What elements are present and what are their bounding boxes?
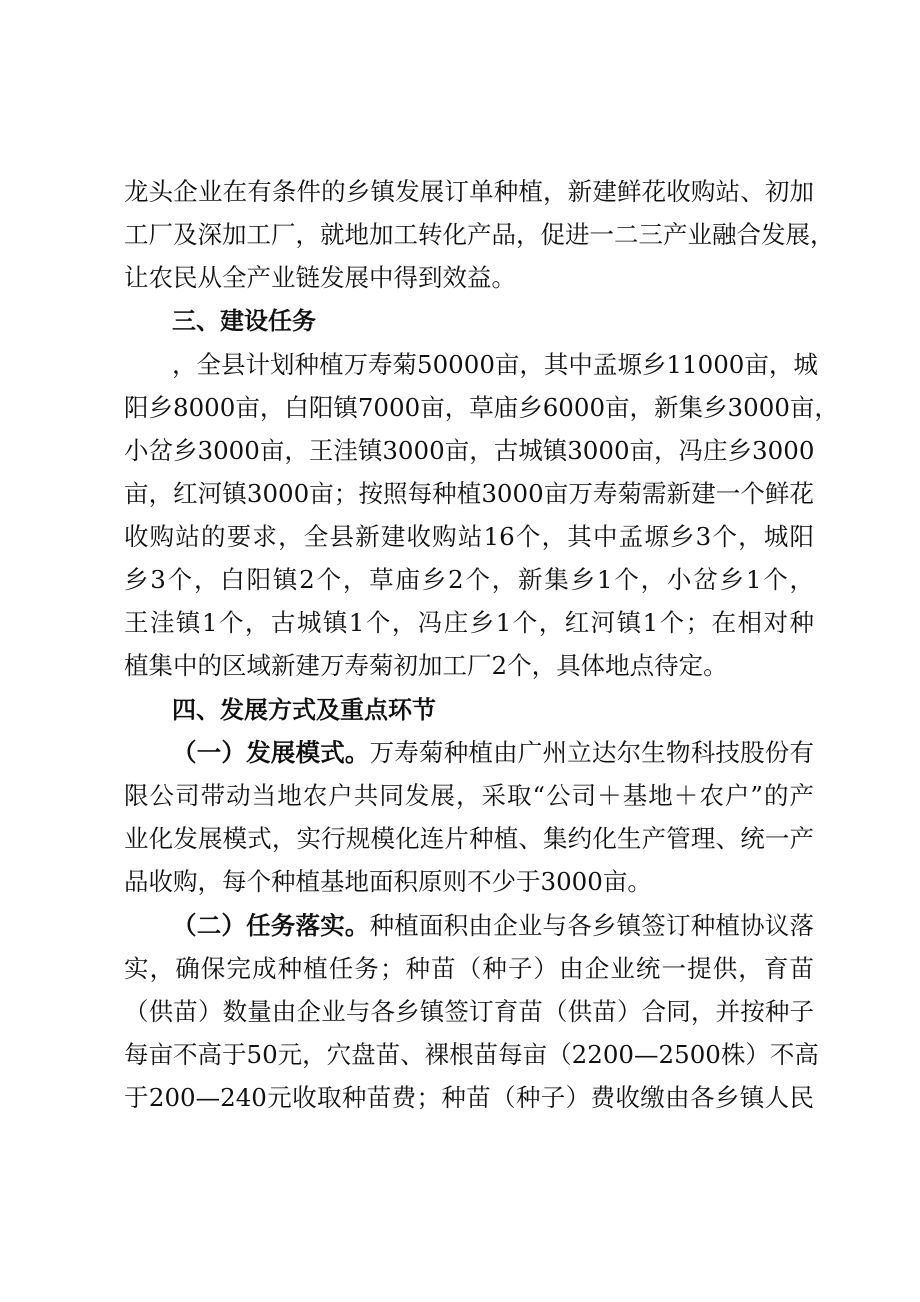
- paragraph-line: 每亩不高于50元，穴盘苗、裸根苗每亩（2200—2500株）不高: [124, 1040, 819, 1069]
- paragraph-line: 王洼镇1个，古城镇1个，冯庄乡1个，红河镇1个；在相对种: [124, 608, 814, 637]
- section-heading: 三、建设任务: [172, 307, 316, 335]
- paragraph-line: 业化发展模式，实行规模化连片种植、集约化生产管理、统一产: [124, 824, 814, 853]
- paragraph-line: 品收购，每个种植基地面积原则不少于3000亩。: [124, 867, 652, 896]
- section-heading: 四、发展方式及重点环节: [172, 696, 436, 724]
- paragraph-line: 乡3个，白阳镇2个，草庙乡2个，新集乡1个，小岔乡1个，: [124, 565, 814, 594]
- paragraph-line: ，全县计划种植万寿菊50000亩，其中孟塬乡11000亩，城: [172, 350, 818, 379]
- paragraph-line: 于200—240元收取种苗费；种苗（种子）费收缴由各乡镇人民: [124, 1083, 814, 1112]
- paragraph-text: 万寿菊种植由广州立达尔生物科技股份有: [369, 738, 815, 767]
- paragraph-line: 植集中的区域新建万寿菊初加工厂2个，具体地点待定。: [124, 651, 728, 680]
- paragraph-line: 小岔乡3000亩，王洼镇3000亩，古城镇3000亩，冯庄乡3000: [124, 436, 815, 465]
- paragraph-text: 种植面积由企业与各乡镇签订种植协议落: [369, 911, 815, 940]
- paragraph-line: 龙头企业在有条件的乡镇发展订单种植，新建鲜花收购站、初加: [124, 177, 814, 206]
- paragraph-line: 让农民从全产业链发展中得到效益。: [124, 263, 516, 292]
- subsection-lead: （一）发展模式。: [172, 738, 370, 767]
- paragraph-line: 收购站的要求，全县新建收购站16个，其中孟塬乡3个，城阳: [124, 522, 814, 551]
- subsection-lead: （二）任务落实。: [172, 911, 370, 940]
- paragraph-first-line: [172, 733, 814, 773]
- paragraph-first-line: [172, 906, 814, 946]
- paragraph-line: 工厂及深加工厂，就地加工转化产品，促进一二三产业融合发展，: [124, 220, 835, 249]
- paragraph-line: 实，确保完成种植任务；种苗（种子）由企业统一提供，育苗: [124, 954, 814, 983]
- paragraph-line: （供苗）数量由企业与各乡镇签订育苗（供苗）合同，并按种子: [124, 997, 814, 1026]
- paragraph-line: 亩，红河镇3000亩；按照每种植3000亩万寿菊需新建一个鲜花: [124, 479, 814, 508]
- paragraph-line: 限公司带动当地农户共同发展，采取“公司＋基地＋农户”的产: [124, 781, 814, 810]
- paragraph-line: 阳乡8000亩，白阳镇7000亩，草庙乡6000亩，新集乡3000亩，: [124, 393, 839, 422]
